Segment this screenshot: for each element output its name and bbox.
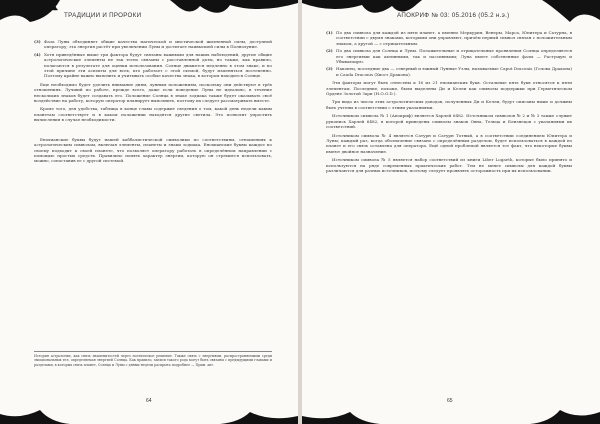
paragraph: Еще необходимо будет уделить внимание дням, лунным положениям, поскольку они действуют в трёх отношениях. Лучший по работе, прежде всего, даже если поведение Луны не идеально, в течение нескольких знаков будет создавать его. Положение Солнца в знаке зодиака также будет оказывать своё воздействие на работу, которую оператор планирует выполнить, поэтому их следует рассматривать вместе. — [34, 81, 272, 104]
list-text: Хотя приведённые выше три фактора будут связаны важными для наших наблюдений, другие общие астрологические элементы не так тесно связаны с расставленной даты, но также, как правило, полагаются в результате для оценки использования. Солнце движется медленно в этом знаке, и по этой причине эти аспекты для всех, кто работает с этой схемой, будут изменяться постепенно. Поэтому крайне важно выяснить и учитывать особые качества знака, в котором находится Солнце. — [44, 51, 272, 79]
list-item — [326, 30, 572, 46]
left-page — [0, 0, 298, 424]
right-page — [302, 0, 600, 424]
paragraph: Источником символа № 5 является набор соответствий из книги Liber Logaeth, которые было принято и используются на ряде современных практических работ. Тем не менее символы для каждой буквы различаются для разных источников, поэтому следует проявлять осторожность при их использовании. — [326, 157, 572, 173]
list-item — [326, 48, 572, 64]
list-text: По два символа для каждой из пяти планет, а именно Меркурия, Венеры, Марса, Юпитера и Сатурна, в соответствии с двумя знаками, которыми они управляют, причём первый символ связан с положительным знаком, а другой — с отрицательным. — [336, 30, 572, 46]
bottom-ornament-left — [0, 406, 298, 424]
running-header: АПОКРИФ № 03: 05.2016 (05.2 н.э.) — [397, 12, 510, 19]
list-number: (3) — [34, 39, 41, 44]
paragraph: Источником символа № 4 является Сатурн и Сатурн Тотный, а в соответствии соединением Юпитера и Луны; каждый раз, когда обозначение связано с определённым разделом, будет использоваться в каждой из планет и его связь оставлена для оператора. Ещё одной проблемой является тот факт, что некоторые буквы имеют двойное назначение. — [326, 132, 572, 154]
paragraph: Три вида из числа этих астрологических доводов, полученных Ди и Келли, будут описаны ниже и должны быть учтены в соответствии с этими указаниями. — [326, 99, 572, 110]
paragraph: Эти факторы могут быть отнесены к 16 из 21 енохианских букв. Остальные пять букв относятся к пяти элементам. Последние, похоже, были выделены Ди и Келли как символы поддержки при Герметическом Ордене Золотой Зари (Н.О.G.D.). — [326, 80, 572, 97]
bottom-ornament-right — [302, 406, 600, 424]
footnote: История астрологии, как связь знаменитостей через поэтическое решение. Также связь с энергиями, распространяемыми среди эмоциональных тел, определяемая энергией Солнца. Как правило, записи такого рода могут быть связаны с предыдущими главами и разделами, в которых связь планет, Солнца и Луны с днями недели раскрыта подробнее — Прим. авт. — [34, 351, 272, 367]
top-ornament-left — [0, 0, 298, 26]
left-body-text — [34, 39, 272, 164]
paragraph: Источником символа № 1 (Апокриф) является Харлей 6482. Источником символов № 2 и № 3 также служит рукопись Харлей 6482, в которой приведены символы знаков Овна, Тельца и Близнецов с указаниями их соответствий. — [326, 113, 572, 130]
right-body-text — [326, 30, 572, 173]
paragraph: Енохианские буквы будут нашей каббалистической символики по соответствиям, отношениях к астрологическим символам, включая элементы, планеты и знаки зодиака. Енохианские буквы каждое по своему подходит к своей планете, что позволяет оператору работать в определённом направлении с помощью простых средств. Правильно понять характер энергии, которую он стремится использовать, можно, сопоставив ее с другой системой. — [34, 136, 272, 164]
list-text: По два символа для Солнца и Луны. Положительные и отрицательные проявления Солнца определяются его энергиями как активными, так и пассивными; Луна имеет собственные фазы — Растущую и Убывающую. — [336, 48, 572, 65]
running-header: ТРАДИЦИИ И ПРОРОКИ — [64, 12, 142, 19]
list-item — [34, 39, 272, 50]
list-number: (1) — [326, 30, 333, 35]
list-number: (3) — [326, 66, 333, 72]
list-text: Наконец, последние два — северный и южный Лунные Узлы, называемые Caput Draconis (Голова Дракона) и Cauda Draconis (Хвост Дракона). — [336, 66, 572, 77]
list-item — [34, 52, 272, 79]
list-item — [326, 66, 572, 77]
list-number: (2) — [326, 48, 333, 54]
list-number: (4) — [34, 51, 41, 57]
paragraph: Кроме того, для удобства, таблица в конце главы содержит сведения о том, какой день недели каким планетам соответствует и в каком положении находятся другие светила. Это позволит упростить вычисления в случае необходимости. — [34, 106, 272, 123]
page-number: 64 — [146, 398, 152, 404]
page-number: 65 — [447, 398, 453, 404]
list-text: Фаза Луны объединяет общие качества магической и мистической жизненной силы, доступной оператору; эта энергия растёт при увеличении Луны и достигает наивысшей силы в Полнолуние. — [44, 39, 272, 50]
